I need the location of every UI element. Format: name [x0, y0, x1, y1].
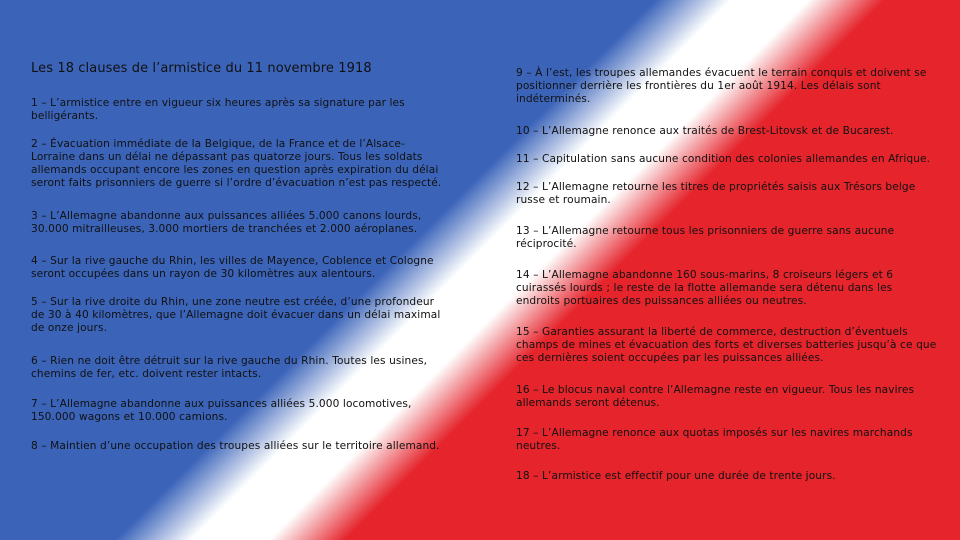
clause-item: [516, 125, 893, 138]
clause-line: 1 – L’armistice entre en vigueur six heures après sa signature par les: [31, 97, 405, 109]
clause-line: 11 – Capitulation sans aucune condition des colonies allemandes en Afrique.: [516, 153, 931, 165]
clause-line: seront faits prisonniers de guerre si l’ordre d’évacuation n’est pas respecté.: [31, 177, 442, 189]
clause-line: 150.000 wagons et 10.000 camions.: [31, 411, 228, 423]
clause-item: [31, 255, 434, 281]
clause-line: neutres.: [516, 440, 561, 452]
clause-item: [516, 153, 930, 166]
clause-item: [31, 296, 440, 335]
page-title: Les 18 clauses de l’armistice du 11 novembre 1918: [31, 61, 372, 76]
clause-line: de onze jours.: [31, 322, 108, 334]
clause-line: 30.000 mitrailleuses, 3.000 mortiers de tranchées et 2.000 aéroplanes.: [31, 223, 418, 235]
clause-line: 3 – L’Allemagne abandonne aux puissances alliées 5.000 canons lourds,: [31, 210, 422, 222]
clause-item: [516, 269, 893, 308]
clause-line: positionner derrière les frontières du 1er août 1914. Les délais sont: [516, 80, 881, 92]
clause-line: 14 – L’Allemagne abandonne 160 sous-marins, 8 croiseurs légers et 6: [516, 269, 894, 281]
clause-line: allemands occupant encore les zones en question après expiration du délai: [31, 164, 439, 176]
clause-line: de 30 à 40 kilomètres, que l’Allemagne doit évacuer dans un délai maximal: [31, 309, 441, 321]
clause-line: 2 – Évacuation immédiate de la Belgique, de la France et de l’Alsace-: [31, 138, 405, 150]
clause-item: [516, 427, 913, 453]
clause-line: 17 – L’Allemagne renonce aux quotas imposés sur les navires marchands: [516, 427, 913, 439]
clause-line: Lorraine dans un délai ne dépassant pas quatorze jours. Tous les soldats: [31, 151, 423, 163]
clause-line: 18 – L’armistice est effectif pour une durée de trente jours.: [516, 470, 836, 482]
clause-item: [31, 355, 427, 381]
clause-line: 13 – L’Allemagne retourne tous les prisonniers de guerre sans aucune: [516, 225, 895, 237]
clause-line: chemins de fer, etc. doivent rester intacts.: [31, 368, 262, 380]
clause-item: [516, 181, 915, 207]
clause-item: [31, 97, 405, 123]
clause-line: 15 – Garanties assurant la liberté de commerce, destruction d’éventuels: [516, 326, 908, 338]
clause-line: 8 – Maintien d’une occupation des troupes alliées sur le territoire allemand.: [31, 440, 440, 452]
clause-line: 16 – Le blocus naval contre l’Allemagne reste en vigueur. Tous les navires: [516, 384, 915, 396]
clause-item: [516, 470, 836, 483]
clause-item: [516, 225, 894, 251]
clause-line: 4 – Sur la rive gauche du Rhin, les villes de Mayence, Coblence et Cologne: [31, 255, 434, 267]
clause-line: 9 – À l’est, les troupes allemandes évacuent le terrain conquis et doivent se: [516, 67, 927, 79]
clause-line: indéterminés.: [516, 93, 591, 105]
clause-line: 12 – L’Allemagne retourne les titres de propriétés saisis aux Trésors belge: [516, 181, 916, 193]
clause-item: [31, 210, 421, 236]
clause-line: 5 – Sur la rive droite du Rhin, une zone neutre est créée, d’une profondeur: [31, 296, 435, 308]
clause-item: [516, 326, 936, 365]
clause-line: 6 – Rien ne doit être détruit sur la rive gauche du Rhin. Toutes les usines,: [31, 355, 428, 367]
clause-line: belligérants.: [31, 110, 99, 122]
clause-line: cuirassés lourds ; le reste de la flotte allemande sera détenu dans les: [516, 282, 893, 294]
clause-line: 10 – L’Allemagne renonce aux traités de Brest-Litovsk et de Bucarest.: [516, 125, 894, 137]
clause-line: champs de mines et évacuation des forts et diverses batteries jusqu’à ce que: [516, 339, 937, 351]
clause-item: [516, 384, 914, 410]
clause-line: réciprocité.: [516, 238, 577, 250]
clause-line: 7 – L’Allemagne abandonne aux puissances alliées 5.000 locomotives,: [31, 398, 412, 410]
clause-line: seront occupées dans un rayon de 30 kilomètres aux alentours.: [31, 268, 376, 280]
clause-line: ces dernières soient occupées par les puissances alliées.: [516, 352, 824, 364]
clause-item: [31, 398, 411, 424]
clause-line: allemands seront détenus.: [516, 397, 660, 409]
clause-item: [516, 67, 926, 106]
clause-line: endroits portuaires des puissances alliées ou neutres.: [516, 295, 807, 307]
clause-item: [31, 440, 440, 453]
clause-line: russe et roumain.: [516, 194, 611, 206]
clause-item: [31, 138, 441, 190]
